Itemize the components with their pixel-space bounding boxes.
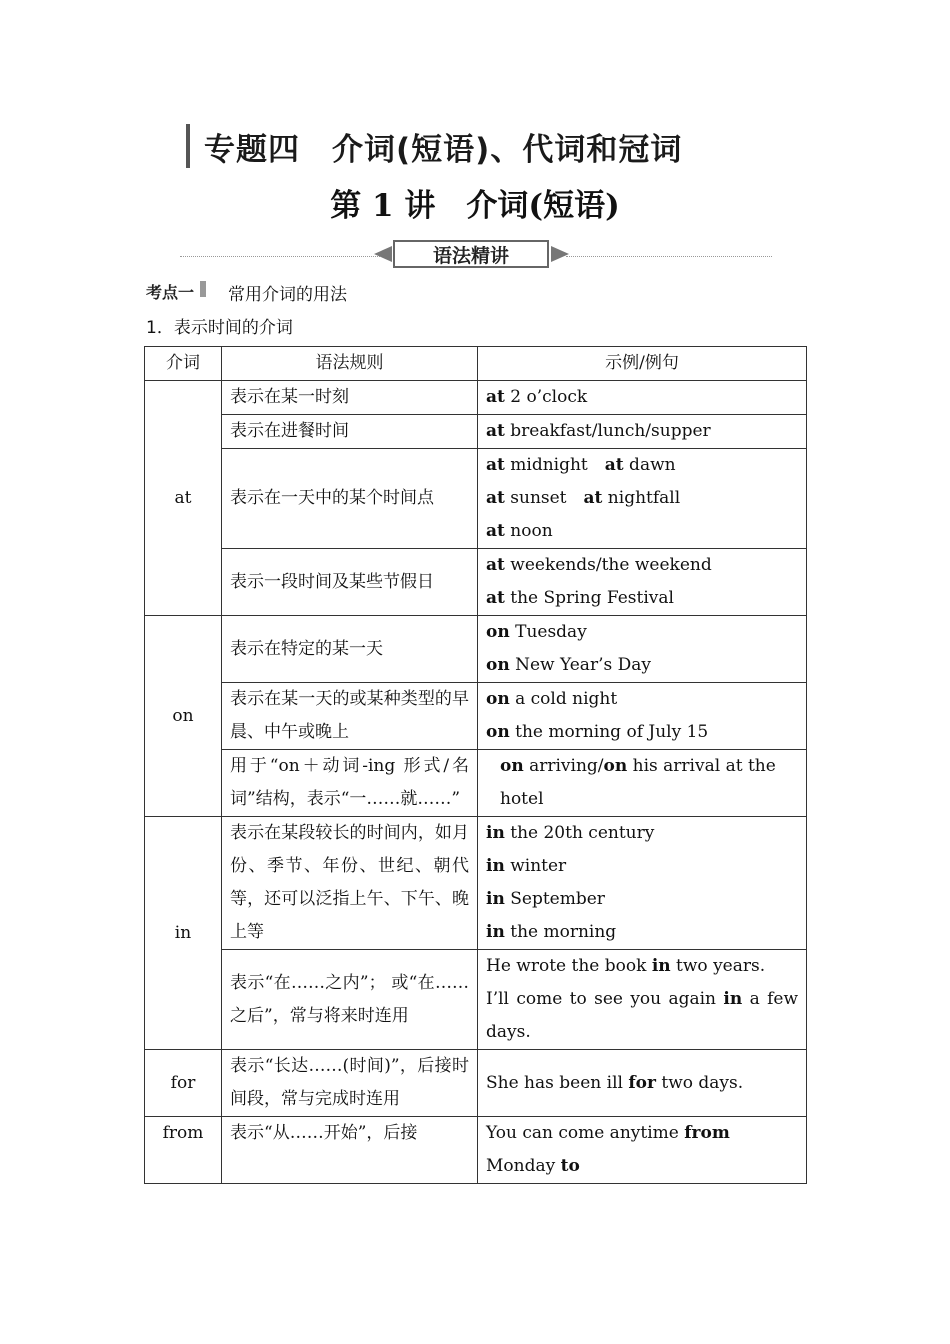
lesson-title: 第 1 讲 介词(短语) bbox=[330, 188, 620, 224]
prep-cell: at bbox=[145, 381, 222, 616]
table-row bbox=[145, 616, 807, 683]
rule-cell: 表示“从……开始”，后接 bbox=[222, 1117, 478, 1184]
example-cell: She has been ill for two days. bbox=[478, 1050, 807, 1117]
example-cell: He wrote the book in two years. I’ll come to see you again in a few days. bbox=[478, 950, 807, 1050]
example-cell: on Tuesday on New Year’s Day bbox=[478, 616, 807, 683]
rule-cell: 表示在一天中的某个时间点 bbox=[222, 449, 478, 549]
subsection-title: 1．表示时间的介词 bbox=[146, 318, 293, 338]
kaodian-title: 常用介词的用法 bbox=[228, 285, 347, 305]
prep-cell: in bbox=[145, 817, 222, 1050]
chapter-title: 专题四 介词(短语)、代词和冠词 bbox=[204, 132, 683, 168]
prep-cell: on bbox=[145, 616, 222, 817]
rule-cell: 用于“on＋动词-ing 形式/名词”结构，表示“一……就……” bbox=[222, 750, 478, 817]
rule-cell: 表示在特定的某一天 bbox=[222, 616, 478, 683]
rule-cell: 表示一段时间及某些节假日 bbox=[222, 549, 478, 616]
example-cell: on a cold night on the morning of July 15 bbox=[478, 683, 807, 750]
banner-right-arrow-icon bbox=[551, 246, 569, 262]
example-cell: You can come anytime from Monday to bbox=[478, 1117, 807, 1184]
table-row bbox=[145, 549, 807, 616]
prep-cell: for bbox=[145, 1050, 222, 1117]
rule-cell: 表示在某一天的或某种类型的早晨、中午或晚上 bbox=[222, 683, 478, 750]
table-row bbox=[145, 817, 807, 950]
title-decor-bar bbox=[186, 124, 190, 168]
example-cell: in the 20th century in winter in September in the morning bbox=[478, 817, 807, 950]
header-rule: 语法规则 bbox=[222, 347, 478, 381]
prepositions-table bbox=[144, 346, 807, 1184]
example-cell: at weekends/the weekend at the Spring Festival bbox=[478, 549, 807, 616]
kaodian-marker-icon bbox=[200, 281, 206, 297]
banner-left-arrow-icon bbox=[374, 246, 392, 262]
rule-cell: 表示“长达……(时间)”，后接时间段，常与完成时连用 bbox=[222, 1050, 478, 1117]
prep-cell: from bbox=[145, 1117, 222, 1184]
table-row bbox=[145, 381, 807, 415]
rule-cell: 表示在某段较长的时间内，如月份、季节、年份、世纪、朝代等，还可以泛指上午、下午、晚上等 bbox=[222, 817, 478, 950]
rule-cell: 表示在进餐时间 bbox=[222, 415, 478, 449]
rule-cell: 表示“在……之内”； 或“在……之后”，常与将来时连用 bbox=[222, 950, 478, 1050]
table-row bbox=[145, 449, 807, 549]
table-row bbox=[145, 683, 807, 750]
table-row bbox=[145, 750, 807, 817]
section-banner: 语法精讲 bbox=[393, 240, 549, 268]
table-row bbox=[145, 415, 807, 449]
header-example: 示例/例句 bbox=[478, 347, 807, 381]
example-cell: at breakfast/lunch/supper bbox=[478, 415, 807, 449]
example-cell: on arriving/on his arrival at the hotel bbox=[478, 750, 807, 817]
table-row bbox=[145, 1117, 807, 1184]
table-row bbox=[145, 950, 807, 1050]
example-cell: at 2 o’clock bbox=[478, 381, 807, 415]
example-cell: at midnight at dawn at sunset at nightfall at noon bbox=[478, 449, 807, 549]
table-header-row bbox=[145, 347, 807, 381]
kaodian-label: 考点一 bbox=[146, 283, 195, 302]
banner-divider-left bbox=[180, 256, 380, 257]
header-prep: 介词 bbox=[145, 347, 222, 381]
table-row bbox=[145, 1050, 807, 1117]
banner-divider-right bbox=[566, 256, 772, 257]
rule-cell: 表示在某一时刻 bbox=[222, 381, 478, 415]
